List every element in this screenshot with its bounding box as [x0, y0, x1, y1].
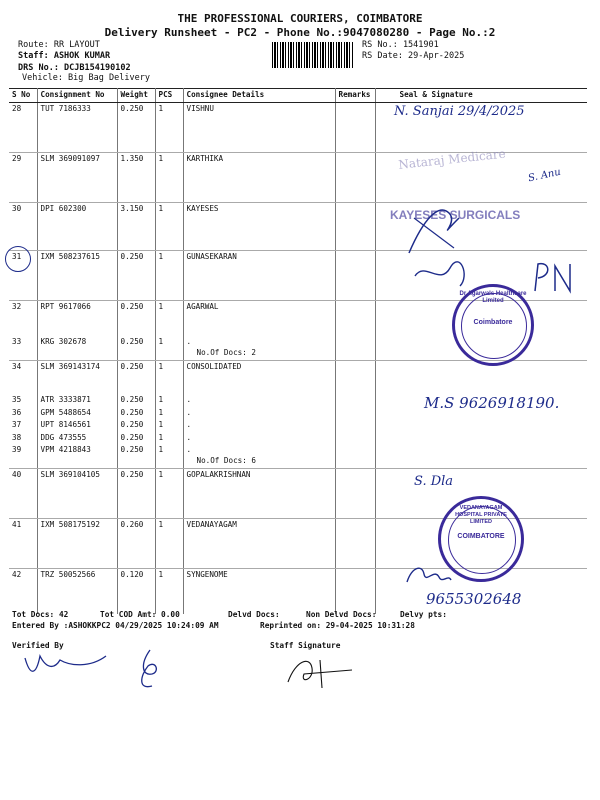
- cell-pcs: 1: [155, 360, 183, 394]
- cell-pcs: 1: [155, 432, 183, 445]
- cell-sno: 29: [9, 152, 37, 202]
- cell-consignee: GOPALAKRISHNAN: [183, 468, 335, 518]
- cell-weight: 0.250: [117, 300, 155, 336]
- cell-remarks: [335, 300, 375, 336]
- cell-consignment: TRZ 50052566: [37, 568, 117, 614]
- cell-pcs: 1: [155, 419, 183, 432]
- circle-mark-icon: [5, 246, 31, 272]
- cell-pcs: 1: [155, 202, 183, 250]
- total-docs: Tot Docs: 42: [12, 610, 69, 619]
- cell-consignment: ATR 3333871: [37, 394, 117, 407]
- cell-consignment: DDG 473555: [37, 432, 117, 445]
- cell-consignee: .: [183, 407, 335, 420]
- cell-remarks: [335, 444, 375, 468]
- rs-date: RS Date: 29-Apr-2025: [362, 51, 465, 61]
- cell-remarks: [335, 360, 375, 394]
- cell-sno: 30: [9, 202, 37, 250]
- cell-sno: 35: [9, 394, 37, 407]
- cell-consignment: UPT 8146561: [37, 419, 117, 432]
- doc-count: No.Of Docs: 6: [196, 455, 256, 465]
- cell-consignee: [183, 444, 335, 468]
- verified-by-label: Verified By: [12, 641, 64, 650]
- staff-label: Staff: ASHOK KUMAR: [18, 51, 111, 61]
- cell-pcs: 1: [155, 336, 183, 360]
- cell-consignment: SLM 369091097: [37, 152, 117, 202]
- cell-weight: 1.350: [117, 152, 155, 202]
- cell-pcs: 1: [155, 394, 183, 407]
- table-row: [9, 419, 587, 432]
- cell-consignment: TUT 7186333: [37, 102, 117, 152]
- stamp-agarwal-city: Coimbatore: [473, 319, 513, 326]
- col-remarks: Remarks: [335, 89, 375, 103]
- cell-pcs: 1: [155, 468, 183, 518]
- cell-pcs: 1: [155, 102, 183, 152]
- staff-signature-icon: [282, 652, 362, 692]
- cell-weight: 0.260: [117, 518, 155, 568]
- cell-weight: 0.250: [117, 407, 155, 420]
- cell-seal: [375, 432, 587, 445]
- non-delivered-docs: Non Delvd Docs:: [306, 610, 377, 619]
- cell-weight: 0.250: [117, 432, 155, 445]
- reprinted-on: Reprinted on: 29-04-2025 10:31:28: [260, 621, 415, 630]
- cell-remarks: [335, 468, 375, 518]
- cell-sno: 31: [9, 250, 37, 300]
- table-row: [9, 444, 587, 468]
- cell-sno: 42: [9, 568, 37, 614]
- runsheet-subtitle: Delivery Runsheet - PC2 - Phone No.:9047080280 - Page No.:2: [104, 26, 496, 39]
- cell-sno: 36: [9, 407, 37, 420]
- cell-remarks: [335, 152, 375, 202]
- vehicle-label: Vehicle: Big Bag Delivery: [22, 73, 150, 83]
- cell-sno: 38: [9, 432, 37, 445]
- signature-row29: S. Anu: [527, 166, 562, 185]
- signature-row28: N. Sanjai 29/4/2025: [394, 104, 525, 119]
- cell-consignee: .: [183, 419, 335, 432]
- delivery-points: Delvy pts:: [400, 610, 447, 619]
- cell-weight: 0.250: [117, 102, 155, 152]
- cell-pcs: 1: [155, 250, 183, 300]
- cell-remarks: [335, 419, 375, 432]
- cell-consignee: VISHNU: [183, 102, 335, 152]
- cell-consignment: IXM 508237615: [37, 250, 117, 300]
- cell-sno: 34: [9, 360, 37, 394]
- cell-consignee: KAYESES: [183, 202, 335, 250]
- cell-weight: 0.250: [117, 336, 155, 360]
- barcode: [272, 42, 354, 68]
- stamp-vedanayagam-text: VEDANAYAGAM HOSPITAL PRIVATE LIMITED: [455, 505, 507, 525]
- signature-row35: M.S 9626918190.: [424, 394, 560, 412]
- stamp-agarwal: [452, 284, 534, 366]
- table-row: [9, 432, 587, 445]
- route-label: Route: RR LAYOUT: [18, 40, 100, 50]
- cell-seal: [375, 444, 587, 468]
- consignee-name: .: [186, 337, 192, 346]
- cell-remarks: [335, 407, 375, 420]
- col-sno: S No: [9, 89, 37, 103]
- cell-sno: 33: [9, 336, 37, 360]
- cell-consignment: DPI 602300: [37, 202, 117, 250]
- consignee-name: .: [186, 445, 192, 454]
- staff-signature-label: Staff Signature: [270, 641, 341, 650]
- cell-seal: [375, 360, 587, 394]
- cell-pcs: 1: [155, 407, 183, 420]
- signature-row42-phone: 9655302648: [426, 590, 522, 608]
- cell-sno: 28: [9, 102, 37, 152]
- verifier-initials-icon: [130, 646, 170, 696]
- cell-remarks: [335, 394, 375, 407]
- cell-consignee: .: [183, 432, 335, 445]
- cell-pcs: 1: [155, 568, 183, 614]
- cell-consignment: SLM 369104105: [37, 468, 117, 518]
- cell-weight: 3.150: [117, 202, 155, 250]
- cell-weight: 0.250: [117, 444, 155, 468]
- col-pcs: PCS: [155, 89, 183, 103]
- cell-consignee: [183, 336, 335, 360]
- signature-row42-icon: [404, 562, 454, 590]
- cell-sno: 40: [9, 468, 37, 518]
- company-title: THE PROFESSIONAL COURIERS, COIMBATORE: [177, 12, 423, 25]
- cell-weight: 0.120: [117, 568, 155, 614]
- stamp-vedanayagam-city: COIMBATORE: [457, 533, 505, 540]
- cell-pcs: 1: [155, 518, 183, 568]
- delivered-docs: Delvd Docs:: [228, 610, 280, 619]
- entered-by: Entered By :ASHOKKPC2 04/29/2025 10:24:09 AM: [12, 621, 219, 630]
- cell-remarks: [335, 202, 375, 250]
- cell-consignment: SLM 369143174: [37, 360, 117, 394]
- cell-remarks: [335, 568, 375, 614]
- cell-consignment: GPM 5488654: [37, 407, 117, 420]
- cell-remarks: [335, 250, 375, 300]
- stamp-agarwal-text: Dr.Agarwals Healthcare Limited: [459, 291, 527, 304]
- cell-consignment: IXM 508175192: [37, 518, 117, 568]
- cell-consignee: SYNGENOME: [183, 568, 335, 614]
- verifier-signature-icon: [20, 648, 110, 678]
- cell-remarks: [335, 336, 375, 360]
- cell-consignee: AGARWAL: [183, 300, 335, 336]
- col-consignee: Consignee Details: [183, 89, 335, 103]
- cell-weight: 0.250: [117, 360, 155, 394]
- signature-row40: S. Dla: [414, 474, 454, 489]
- cell-weight: 0.250: [117, 468, 155, 518]
- cell-remarks: [335, 102, 375, 152]
- rs-number: RS No.: 1541901: [362, 40, 439, 50]
- col-weight: Weight: [117, 89, 155, 103]
- cell-consignment: RPT 9617066: [37, 300, 117, 336]
- cell-seal: [375, 419, 587, 432]
- cell-pcs: 1: [155, 444, 183, 468]
- cell-consignment: VPM 4218843: [37, 444, 117, 468]
- col-consignment: Consignment No: [37, 89, 117, 103]
- cell-pcs: 1: [155, 152, 183, 202]
- signature-scribble-icon: [404, 198, 464, 258]
- table-header: [9, 89, 587, 103]
- cell-sno: 39: [9, 444, 37, 468]
- cell-weight: 0.250: [117, 394, 155, 407]
- cell-pcs: 1: [155, 300, 183, 336]
- cell-remarks: [335, 518, 375, 568]
- cell-consignee: GUNASEKARAN: [183, 250, 335, 300]
- cell-sno: 37: [9, 419, 37, 432]
- cell-consignee: KARTHIKA: [183, 152, 335, 202]
- cell-consignee: CONSOLIDATED: [183, 360, 335, 394]
- stamp-nataraj: Nataraj Medicare: [397, 146, 507, 172]
- cell-sno: 41: [9, 518, 37, 568]
- col-seal: Seal & Signature: [375, 89, 587, 103]
- cell-remarks: [335, 432, 375, 445]
- cell-sno: 32: [9, 300, 37, 336]
- stamp-surgicals: KAYESES SURGICALS: [390, 208, 521, 222]
- cell-consignee: .: [183, 394, 335, 407]
- cell-consignee: VEDANAYAGAM: [183, 518, 335, 568]
- cell-weight: 0.250: [117, 250, 155, 300]
- doc-count: No.Of Docs: 2: [196, 347, 256, 357]
- cell-consignment: KRG 302678: [37, 336, 117, 360]
- cell-weight: 0.250: [117, 419, 155, 432]
- drs-number: DRS No.: DCJB154190102: [18, 63, 131, 73]
- cod-amount: Tot COD Amt: 0.00: [100, 610, 180, 619]
